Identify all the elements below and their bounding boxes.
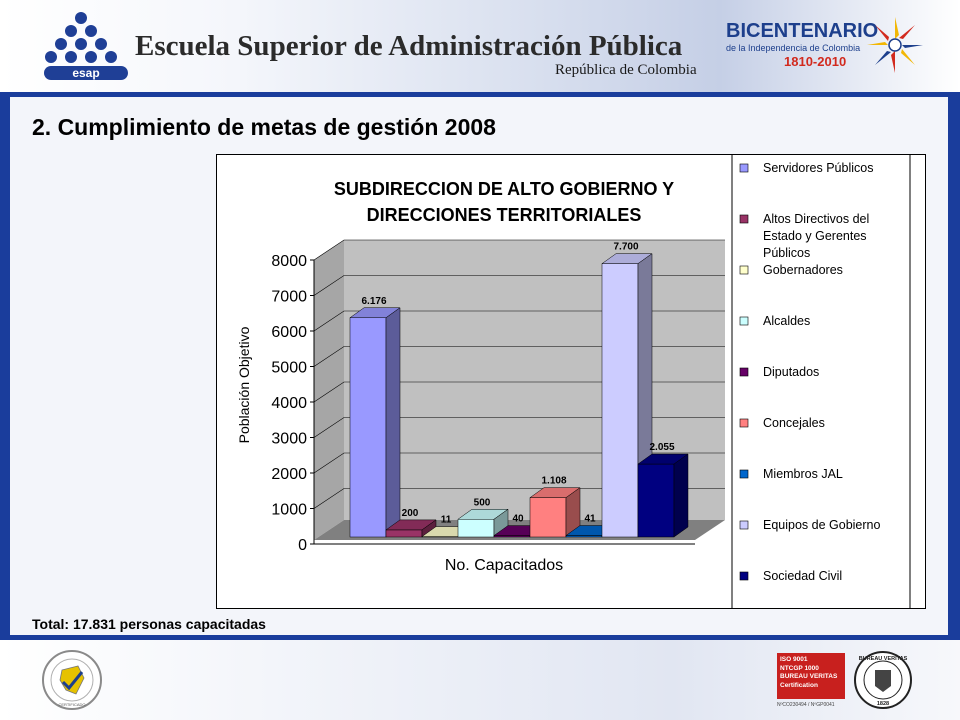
certification-code: NºCO230494 / NºGP0041 <box>777 702 835 708</box>
legend-label: Alcaldes <box>763 314 811 328</box>
bicentenario-logo <box>726 12 936 82</box>
bureau-veritas-seal-icon <box>850 650 916 710</box>
legend-label: Servidores Públicos <box>763 161 874 175</box>
data-label: 200 <box>401 507 419 519</box>
legend-swatch <box>740 368 748 376</box>
legend-swatch <box>740 164 748 172</box>
bar-chart <box>217 155 925 608</box>
esap-logo <box>42 8 132 80</box>
chart-title-line1: SUBDIRECCION DE ALTO GOBIERNO Y <box>333 179 675 199</box>
legend <box>740 161 880 583</box>
legend-swatch <box>740 317 748 325</box>
legend-label: Equipos de Gobierno <box>763 518 881 532</box>
bicentenario-years: 1810-2010 <box>784 54 847 69</box>
data-label: 500 <box>473 497 491 509</box>
y-tick-label: 5000 <box>271 359 307 377</box>
iso-certification-badge: ISO 9001 NTCGP 1000 BUREAU VERITAS Certification <box>777 653 845 699</box>
y-ticks <box>271 253 314 554</box>
chart-title-line2: DIRECCIONES TERRITORIALES <box>366 205 642 225</box>
y-tick-label: 6000 <box>271 324 307 341</box>
data-label: 2.055 <box>649 442 675 454</box>
y-tick-label: 3000 <box>271 430 307 448</box>
bar-front <box>458 519 494 537</box>
bar-front <box>638 464 674 537</box>
data-label: 40 <box>512 513 524 525</box>
legend-swatch <box>740 419 748 427</box>
header-banner <box>0 0 960 92</box>
legend-swatch <box>740 215 748 223</box>
bar-front <box>386 530 422 537</box>
chart-side-wall <box>314 240 344 540</box>
legend-swatch <box>740 572 748 580</box>
legend-label: Miembros JAL <box>763 467 843 481</box>
bar-front <box>350 318 386 537</box>
y-tick-label: 2000 <box>271 466 307 483</box>
data-label: 1.108 <box>541 475 567 487</box>
data-label: 11 <box>440 514 452 526</box>
bicentenario-title: BICENTENARIO <box>726 20 879 42</box>
bicentenario-subtitle: de la Independencia de Colombia <box>726 43 861 53</box>
data-label: 6.176 <box>361 295 387 307</box>
legend-label: Gobernadores <box>763 263 843 277</box>
chart-container <box>216 154 926 609</box>
school-name: Escuela Superior de Administración Pública <box>135 30 683 62</box>
legend-label: Concejales <box>763 416 825 430</box>
svg-text:BUREAU VERITAS: BUREAU VERITAS <box>858 656 908 662</box>
legend-label: Estado y Gerentes <box>763 229 867 243</box>
svg-text:CERTIFICADO: CERTIFICADO <box>58 702 86 707</box>
sunburst-icon <box>866 12 924 78</box>
y-tick-label: 0 <box>298 537 307 554</box>
y-tick-label: 8000 <box>271 253 307 270</box>
y-axis-label: Población Objetivo <box>236 326 252 444</box>
bar-side <box>674 454 688 537</box>
x-axis-label: No. Capacitados <box>444 557 564 574</box>
slide-heading: 2. Cumplimiento de metas de gestión 2008 <box>32 114 496 140</box>
bar-front <box>530 498 566 537</box>
legend-swatch <box>740 521 748 529</box>
y-tick-label: 1000 <box>271 501 307 519</box>
legend-swatch <box>740 266 748 274</box>
svg-text:1828: 1828 <box>876 701 890 707</box>
total-trained: Total: 17.831 personas capacitadas <box>32 616 266 632</box>
legend-swatch <box>740 470 748 478</box>
legend-label: Altos Directivos del <box>763 212 870 226</box>
bar-side <box>386 308 400 537</box>
y-tick-label: 4000 <box>271 395 307 412</box>
svg-text:esap: esap <box>72 66 100 80</box>
legend-label: Públicos <box>763 246 811 260</box>
bar-front <box>602 264 638 537</box>
y-tick-label: 7000 <box>271 288 307 306</box>
certification-seal-icon <box>32 648 112 712</box>
republic-subtitle: República de Colombia <box>555 62 697 78</box>
data-label: 7.700 <box>613 241 639 253</box>
legend-label: Sociedad Civil <box>763 569 843 583</box>
data-label: 41 <box>584 513 596 525</box>
legend-label: Diputados <box>763 365 820 379</box>
